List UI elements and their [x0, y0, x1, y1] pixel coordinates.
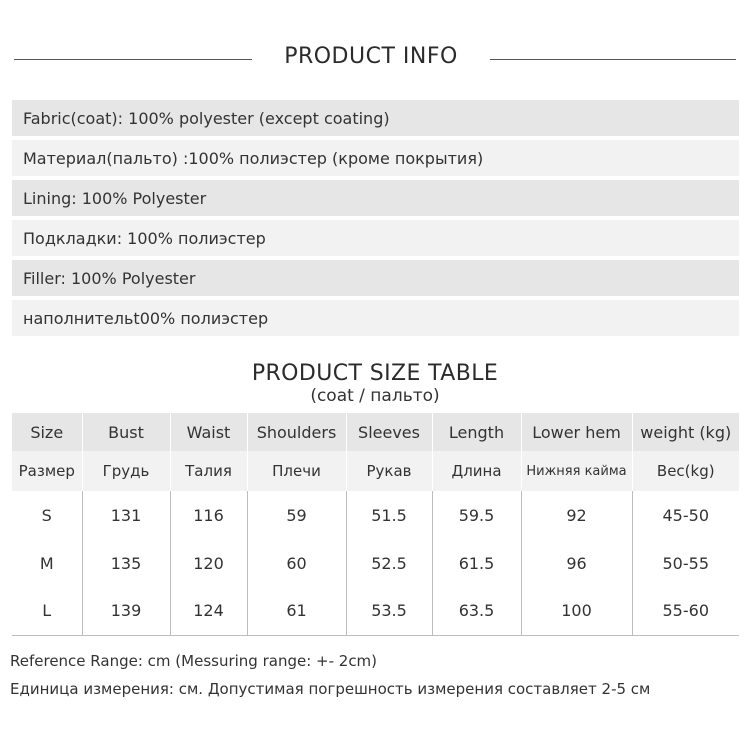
info-row-lining-en: Lining: 100% Polyester: [12, 180, 739, 216]
header-lower-hem: Lower hem: [521, 413, 632, 451]
cell-length: 59.5: [432, 491, 521, 539]
reference-range-note: Reference Range: cm (Messuring range: +- 2cm): [10, 652, 378, 670]
header-waist: Waist: [170, 413, 247, 451]
product-info-list: [12, 100, 739, 340]
header-shoulders: Shoulders: [247, 413, 346, 451]
cell-lower-hem: 92: [521, 491, 632, 539]
russian-measurement-note: Единица измерения: см. Допустимая погрешность измерения составляет 2-5 см: [10, 680, 651, 698]
cell-sleeves: 52.5: [346, 539, 432, 587]
cell-bust: 135: [82, 539, 170, 587]
cell-lower-hem: 100: [521, 587, 632, 635]
cell-weight: 50-55: [662, 553, 709, 573]
cell-waist: 116: [170, 491, 247, 539]
header-weight: weight (kg): [632, 413, 739, 451]
info-row-fabric-en: Fabric(coat): 100% polyester (except coating): [12, 100, 739, 136]
info-row-fabric-ru: Материал(пальто) :100% полиэстер (кроме покрытия): [12, 140, 739, 176]
header-size: Size: [12, 413, 82, 451]
cell-waist: 120: [170, 539, 247, 587]
cell-bust: 131: [82, 491, 170, 539]
info-row-filler-ru: наполнительt00% полиэстер: [12, 300, 739, 336]
cell-sleeves: 51.5: [346, 491, 432, 539]
header-length-ru: Длина: [432, 451, 521, 491]
cell-waist: 124: [170, 587, 247, 635]
cell-weight: 45-50: [662, 505, 709, 525]
info-row-filler-en: Filler: 100% Polyester: [12, 260, 739, 296]
cell-size: L: [12, 587, 82, 635]
product-info-header: [0, 44, 750, 78]
cell-size: S: [12, 491, 82, 539]
header-sleeves-ru: Рукав: [346, 451, 432, 491]
header-sleeves: Sleeves: [346, 413, 432, 451]
header-waist-ru: Талия: [170, 451, 247, 491]
cell-shoulders: 59: [247, 491, 346, 539]
cell-length: 63.5: [432, 587, 521, 635]
cell-size: M: [12, 539, 82, 587]
header-bust: Bust: [82, 413, 170, 451]
size-table-title: PRODUCT SIZE TABLE: [251, 361, 499, 386]
header-divider-left: [14, 59, 252, 60]
cell-sleeves: 53.5: [346, 587, 432, 635]
header-size-ru: Размер: [12, 451, 82, 491]
cell-length: 61.5: [432, 539, 521, 587]
product-info-title: PRODUCT INFO: [284, 44, 458, 69]
size-table-subtitle: (coat / пальто): [310, 386, 440, 406]
table-row: [12, 587, 739, 635]
size-table-header-en: [12, 413, 739, 451]
header-shoulders-ru: Плечи: [247, 451, 346, 491]
header-bust-ru: Грудь: [82, 451, 170, 491]
header-weight-ru: Вес(kg): [632, 451, 739, 491]
cell-bust: 139: [82, 587, 170, 635]
table-row: [12, 539, 739, 587]
size-table-header-ru: [12, 451, 739, 491]
header-lower-hem-ru: Нижняя кайма: [521, 451, 632, 491]
header-divider-right: [490, 59, 736, 60]
table-row: [12, 491, 739, 539]
size-table: [12, 413, 739, 636]
cell-lower-hem: 96: [521, 539, 632, 587]
cell-shoulders: 61: [247, 587, 346, 635]
header-length: Length: [432, 413, 521, 451]
info-row-lining-ru: Подкладки: 100% полиэстер: [12, 220, 739, 256]
cell-weight: 55-60: [632, 587, 739, 635]
cell-shoulders: 60: [247, 539, 346, 587]
